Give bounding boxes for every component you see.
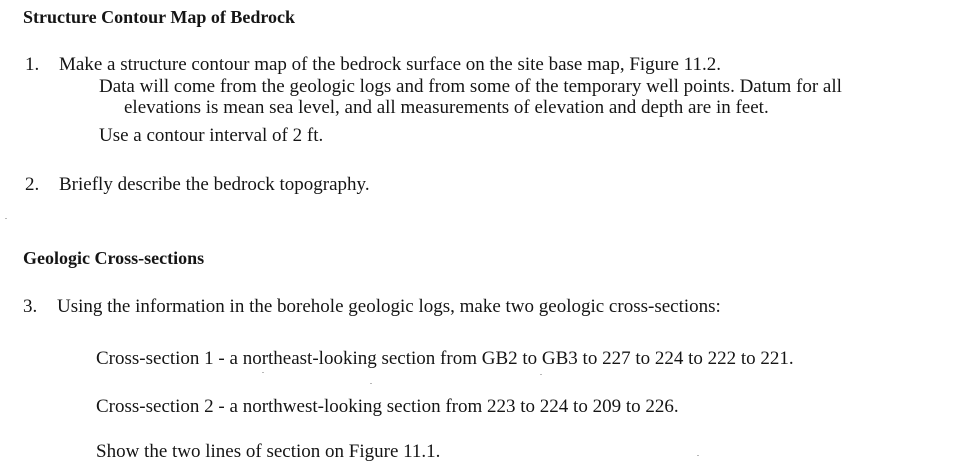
question-1 <box>25 54 721 76</box>
scan-speck <box>370 383 372 384</box>
question-2-number: 2. <box>25 174 40 195</box>
scan-speck <box>697 455 699 456</box>
section-heading-structure-contour-map: Structure Contour Map of Bedrock <box>23 7 295 27</box>
scan-speck <box>540 374 542 375</box>
question-3-number: 3. <box>23 296 38 317</box>
scan-speck <box>5 218 7 219</box>
question-1-line-2: Data will come from the geologic logs and from some of the temporary well points. Datum for all <box>99 76 842 97</box>
question-1-text: Make a structure contour map of the bedrock surface on the site base map, Figure 11.2. <box>59 54 721 75</box>
scan-speck <box>262 372 264 373</box>
question-3-text: Using the information in the borehole geologic logs, make two geologic cross-sections: <box>57 296 721 317</box>
section-heading-geologic-cross-sections: Geologic Cross-sections <box>23 248 205 268</box>
cross-section-1-text: Cross-section 1 - a northeast-looking section from GB2 to GB3 to 227 to 224 to 222 to 221. <box>96 348 794 369</box>
show-lines-instruction: Show the two lines of section on Figure 11.1. <box>96 441 441 462</box>
question-3 <box>23 296 721 318</box>
question-1-number: 1. <box>25 54 40 75</box>
question-1-line-3: elevations is mean sea level, and all measurements of elevation and depth are in feet. <box>124 97 769 118</box>
question-2 <box>25 174 370 196</box>
cross-section-2-text: Cross-section 2 - a northwest-looking section from 223 to 224 to 209 to 226. <box>96 396 679 417</box>
question-1-line-4: Use a contour interval of 2 ft. <box>99 125 324 146</box>
question-2-text: Briefly describe the bedrock topography. <box>59 174 370 195</box>
